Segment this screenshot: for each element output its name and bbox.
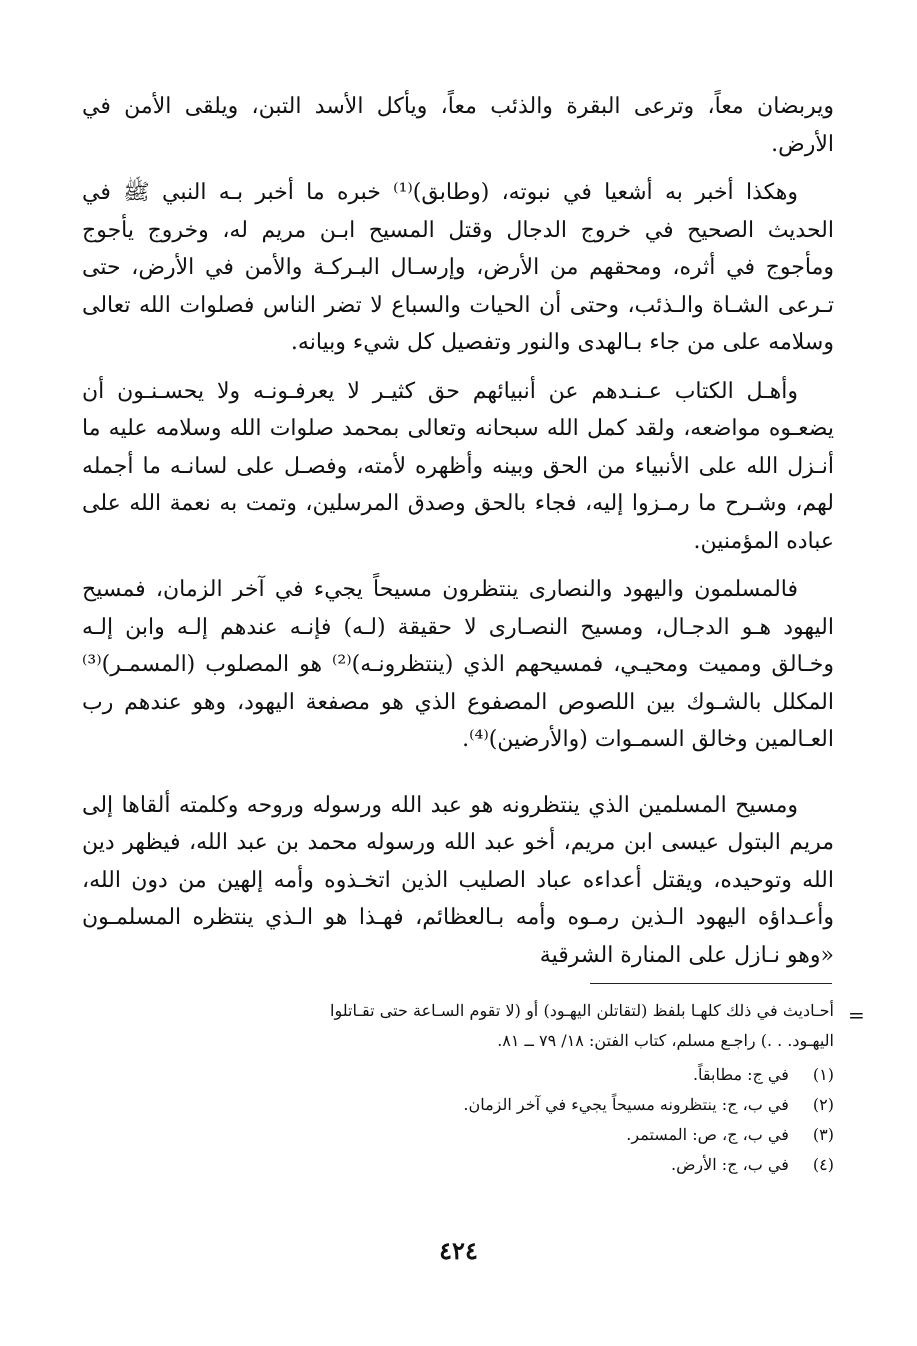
- footnote-item: [330, 1150, 834, 1180]
- footnote-continuation: أحـاديث في ذلك كلهـا بلفظ (لتقاتلن اليهـود) أو (لا تقوم السـاعة حتى تقـاتلوا اليهـود. . .) راجـع مسلم، كتاب الفتن: ١٨/ ٧٩ ــ ٨١.: [330, 1001, 834, 1050]
- paragraph-2: وهكذا أخبر به أشعيا في نبوته، (وطابق)⁽¹⁾ خبره ما أخبر بـه النبي ﷺ في الحديث الصحيح في خروج الدجال وقتل المسيح ابـن مريم له، وخروج يأجوج ومأجوج في أثره، ومحقهم من الأرض، وإرسـال البـركـة والأمن في الأرض، حتى تـرعى الشـاة والـذئب، وحتى أن الحيات والسباع لا تضر الناس فصلوات الله تعالى وسلامه على من جاء بـالهدى والنور وتفصيل كل شيء وبيانه.: [82, 180, 834, 355]
- footnote-divider: [590, 983, 832, 984]
- footnote-number: (٣): [812, 1125, 834, 1144]
- paragraph-4: فالمسلمون واليهود والنصارى ينتظرون مسيحاً يجيء في آخر الزمان، فمسيح اليهود هـو الدجـال، ومسيح النصـارى لا حقيقة (لـه) فإنـه عندهم إلـه وابن إلـه وخـالق ومميت ومحيـي، فمسيحهم الذي (ينتظرونـه)⁽²⁾ هو المصلوب (المسمـر)⁽³⁾ المكلل بالشـوك بين اللصوص المصفوع الذي هو مصفعة اليهود، وهو عندهم رب العـالمين وخالق السمـوات (والأرضين)⁽⁴⁾.: [82, 577, 834, 752]
- footnote-text: في ب، ج، ص: المستمر.: [626, 1125, 789, 1144]
- footnotes: [330, 996, 834, 1180]
- footnote-number: (٢): [812, 1095, 834, 1114]
- footnote-text: في ب، ج: ينتظرونه مسيحاً يجيء في آخر الزمان.: [463, 1095, 789, 1114]
- paragraph-5: ومسيح المسلمين الذي ينتظرونه هو عبد الله ورسوله وروحه وكلمته ألقاها إلى مريم البتول عيسى ابن مريم، أخو عبد الله ورسوله محمد بن عبد الله، فيظهر دين الله وتوحيده، ويقتل أعداءه عباد الصليب الذين اتخـذوه وأمه إلهين من دون الله، وأعـداؤه اليهود الـذين رمـوه وأمه بـالعظائم، فهـذا هو الـذي ينتظره المسلمـون «وهو نـازل على المنارة الشرقية: [82, 792, 834, 968]
- footnote-number: (١): [812, 1065, 834, 1084]
- footnote-text: في ب، ج: الأرض.: [670, 1155, 789, 1174]
- footnote-item: [330, 1060, 834, 1090]
- paragraph-3: وأهـل الكتاب عـنـدهم عن أنبيائهم حق كثيـر لا يعرفـونـه ولا يحسـنـون أن يضعـوه مواضعه، ولقد كمل الله سبحانه وتعالى بمحمد صلوات الله وسلامه عليه ما أنـزل الله على الأنبياء من الحق وبينه وأظهره لأمته، وفصـل على لسانـه ما أجمله لهم، وشـرح ما رمـزوا إليه، فجاء بالحق وصدق المرسلين، وتمت به نعمة الله على عباده المؤمنين.: [82, 378, 834, 554]
- footnote-text: في ج: مطابقاً.: [692, 1065, 789, 1084]
- paragraph-1: ويربضان معاً، وترعى البقرة والذئب معاً، ويأكل الأسد التبن، ويلقى الأمن في الأرض.: [82, 94, 834, 157]
- footnote-continuation-marker: =: [848, 1003, 865, 1027]
- page-number: ٤٢٤: [439, 1236, 478, 1265]
- footnote-item: [330, 1120, 834, 1150]
- main-text: [82, 88, 834, 985]
- footnote-item: [330, 1090, 834, 1120]
- footnote-number: (٤): [812, 1155, 834, 1174]
